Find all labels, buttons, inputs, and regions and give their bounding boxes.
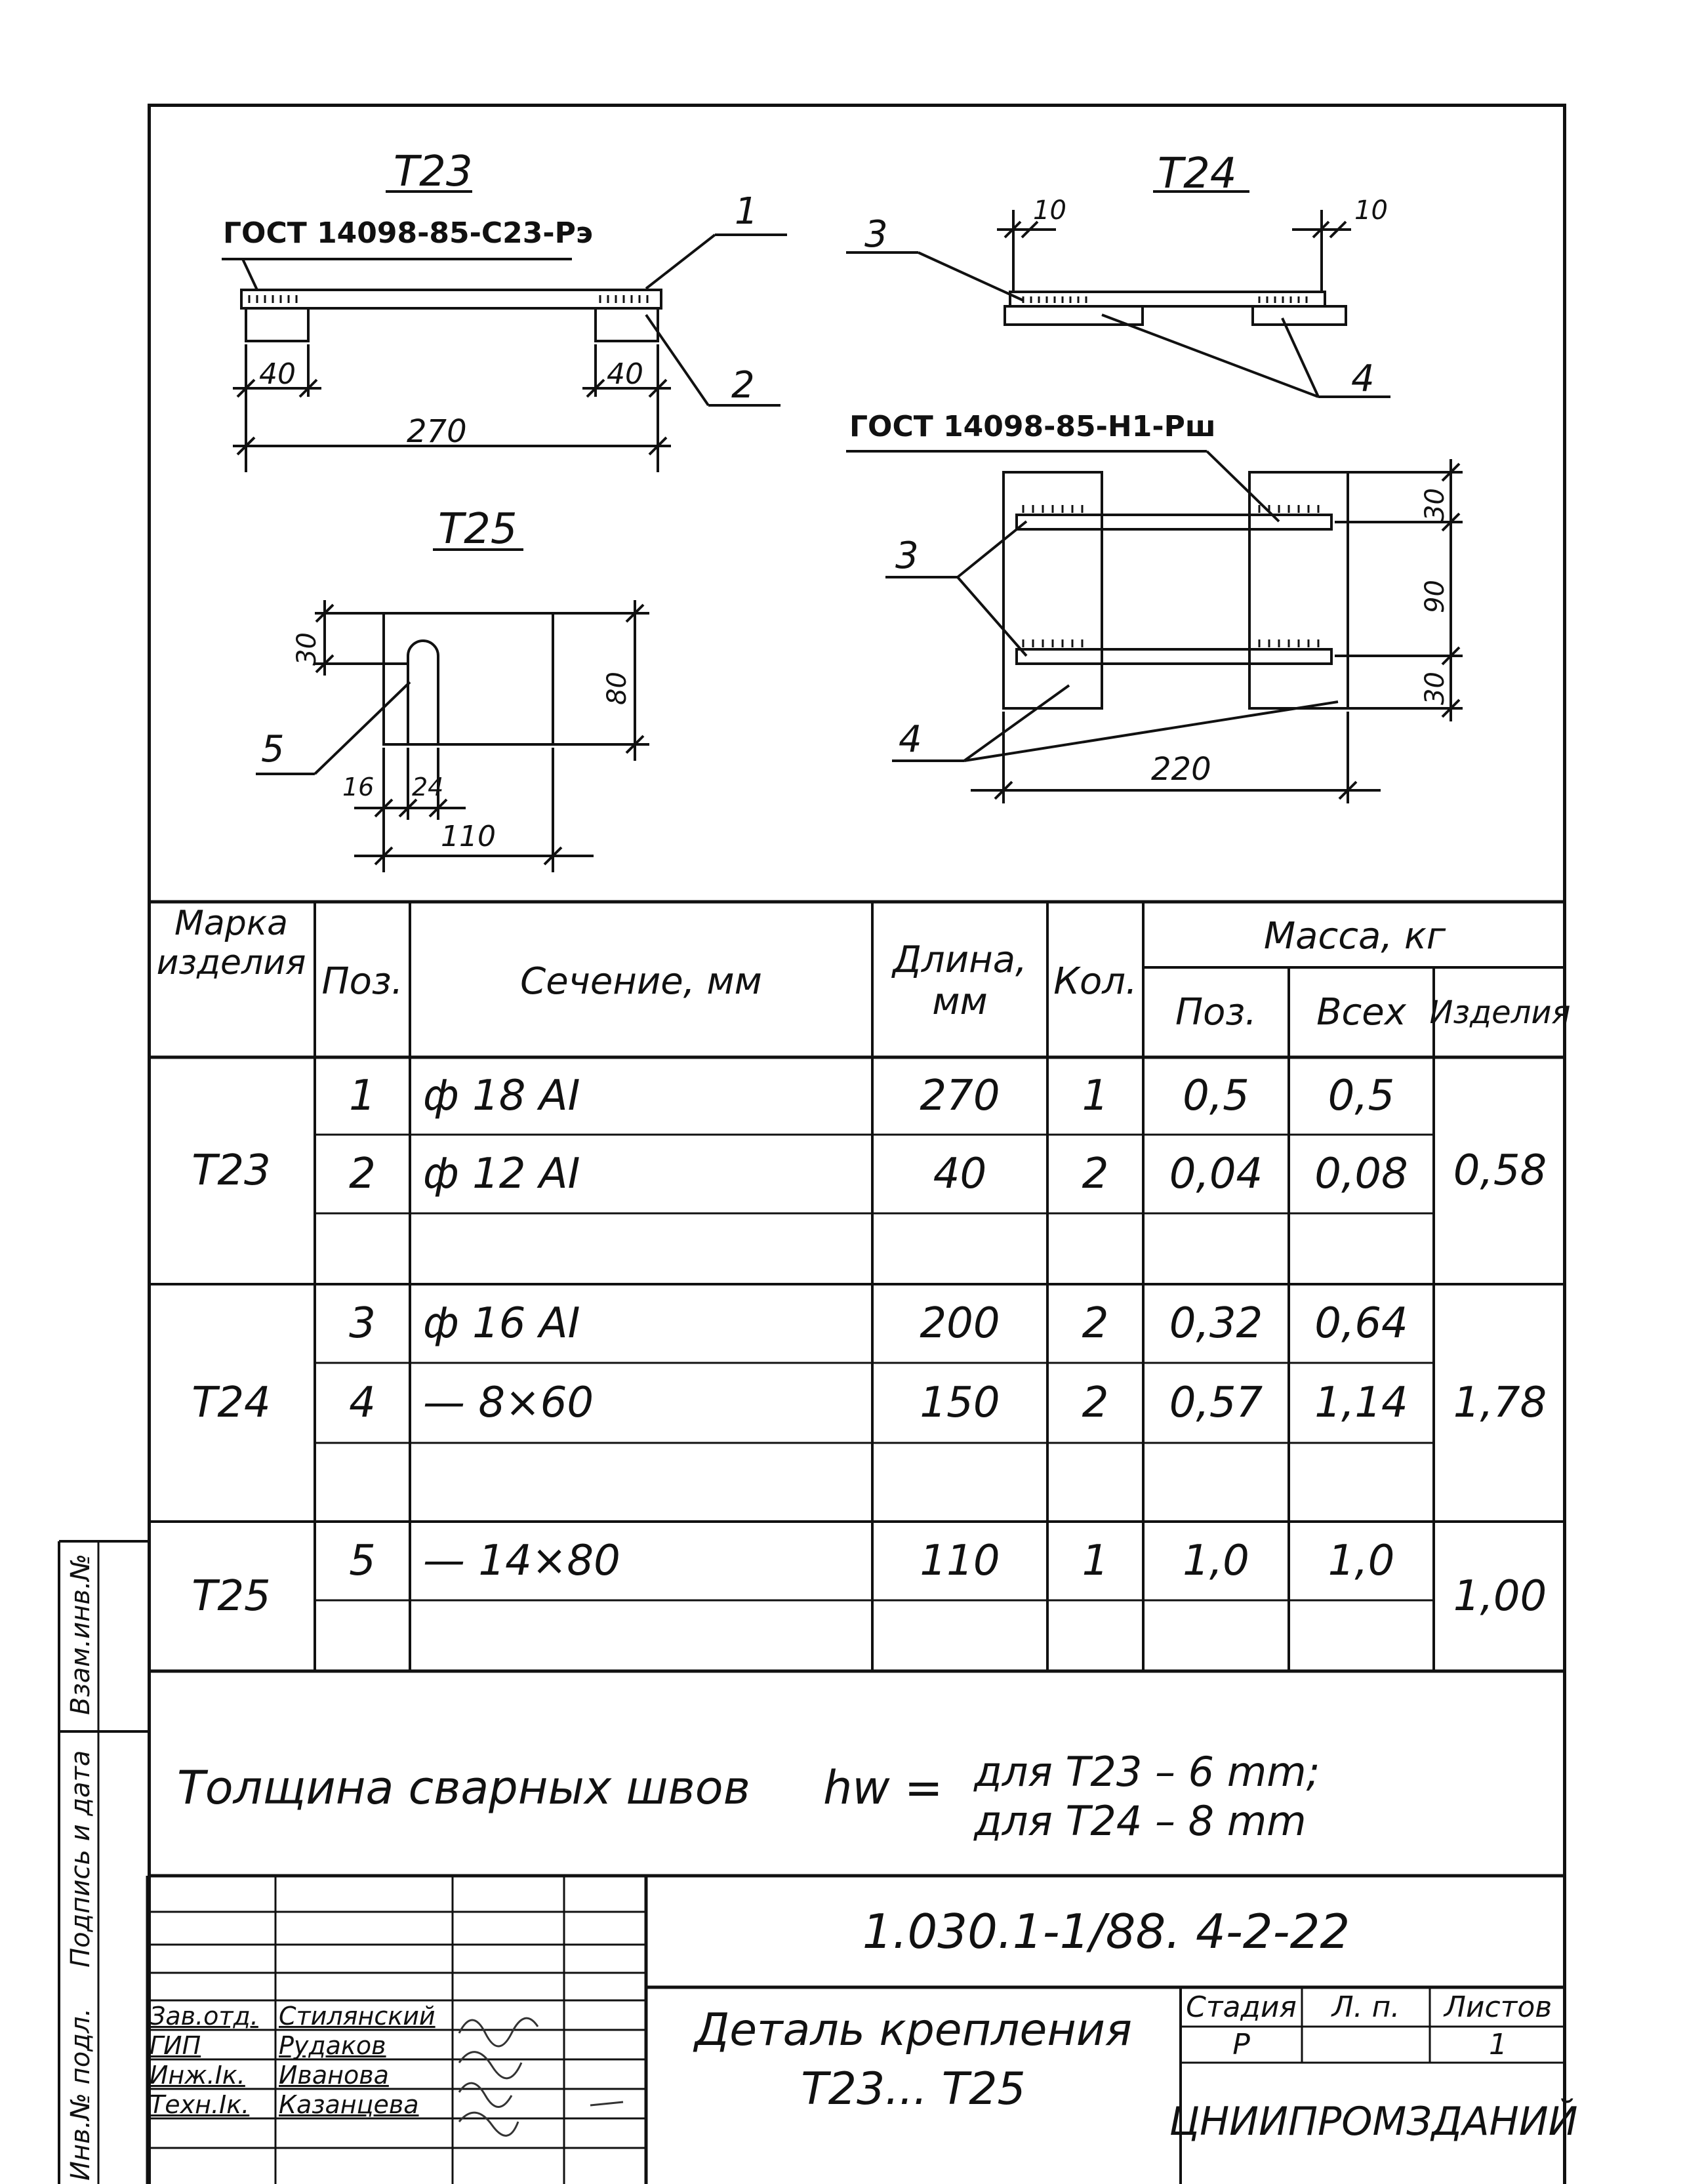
- signer-name: Казанцева: [279, 2090, 419, 2119]
- header-mass-item: Изделия: [1429, 994, 1571, 1031]
- t25-dim-24: 24: [412, 773, 444, 801]
- t24-dim-30-top: 30: [1420, 488, 1450, 521]
- t24-dim-30-bottom: 30: [1420, 672, 1450, 705]
- t23-dim-right: 40: [607, 357, 643, 391]
- t24-dim-10-right: 10: [1354, 195, 1388, 226]
- header-pos: Поз.: [321, 960, 403, 1003]
- qty-cell: 1: [1082, 1537, 1109, 1585]
- signer-name: Рудаков: [279, 2031, 386, 2060]
- header-qty: Кол.: [1053, 960, 1137, 1003]
- t24-top-callout-4: 4: [1351, 357, 1375, 400]
- t23-callout-2: 2: [731, 364, 755, 407]
- mark-t23: Т23: [192, 1146, 271, 1195]
- mass-all-cell: 0,64: [1314, 1299, 1408, 1348]
- t24-dim-220: 220: [1151, 751, 1211, 788]
- header-mark-line1: [148, 905, 315, 981]
- sheets-label: Листов: [1444, 1990, 1552, 2024]
- signer-role: ГИП: [150, 2031, 201, 2060]
- t24-dim-10-left: 10: [1033, 195, 1066, 226]
- qty-cell: 2: [1082, 1379, 1109, 1427]
- t24-top-callout-3: 3: [864, 213, 888, 256]
- mass-pos-cell: 0,5: [1183, 1072, 1249, 1120]
- t23-callout-1: 1: [735, 190, 758, 233]
- mass-pos-cell: 1,0: [1183, 1537, 1249, 1585]
- t24-plan-callout-3: 3: [895, 535, 919, 577]
- t24-plan-callout-4: 4: [899, 718, 922, 761]
- t23-dim-left: 40: [259, 357, 296, 391]
- t24-title: Т24: [1158, 150, 1237, 198]
- item-mass-t24: 1,78: [1453, 1379, 1547, 1427]
- signer-role: Зав.отд.: [150, 2002, 258, 2031]
- section-cell: — 14×80: [423, 1537, 620, 1585]
- pos-cell: 2: [349, 1150, 376, 1198]
- mass-all-cell: 1,0: [1328, 1537, 1395, 1585]
- stamp-signature-date: Подпись и дата: [66, 1750, 96, 1968]
- stamp-replace-inv: Взам.инв.№: [66, 1553, 96, 1715]
- item-mass-t23: 0,58: [1453, 1146, 1547, 1195]
- t25-callout-5: 5: [261, 728, 285, 771]
- sheet-label: Л. п.: [1331, 1990, 1400, 2024]
- header-mark: Марка изделия: [156, 903, 306, 982]
- sheets-value: 1: [1489, 2028, 1507, 2061]
- length-cell: 150: [920, 1379, 1000, 1427]
- section-cell: ф 12 АI: [423, 1150, 580, 1198]
- header-mass: Масса, кг: [1263, 915, 1446, 958]
- organization: ЦНИИПРОМЗДАНИЙ: [1169, 2099, 1578, 2145]
- signer-name: Стилянский: [279, 2002, 436, 2031]
- t23-dim-total: 270: [407, 413, 467, 450]
- mass-pos-cell: 0,32: [1169, 1299, 1263, 1348]
- t23-title: Т23: [394, 148, 473, 196]
- header-mass-all: Всех: [1316, 991, 1406, 1034]
- t25-title: Т25: [438, 505, 517, 554]
- mass-all-cell: 0,5: [1328, 1072, 1395, 1120]
- item-mass-t25: 1,00: [1453, 1572, 1547, 1621]
- pos-cell: 1: [349, 1072, 376, 1120]
- length-cell: 200: [920, 1299, 1000, 1348]
- signer-role: Инж.Iк.: [150, 2061, 245, 2090]
- section-cell: — 8×60: [423, 1379, 594, 1427]
- pos-cell: 3: [349, 1299, 376, 1348]
- t24-top-view: [846, 192, 1390, 397]
- mark-t25: Т25: [192, 1572, 271, 1621]
- drawings-area: [0, 0, 1683, 905]
- signer-name: Иванова: [279, 2061, 389, 2090]
- doc-code: 1.030.1-1/88. 4-2-22: [862, 1904, 1350, 1959]
- t24-gost-label: ГОСТ 14098-85-Н1-Рш: [849, 410, 1216, 443]
- section-cell: ф 18 АI: [423, 1072, 580, 1120]
- weld-note-label: Толщина сварных швов: [177, 1761, 750, 1815]
- t25-dim-30: 30: [292, 632, 322, 666]
- mark-t24: Т24: [192, 1379, 271, 1427]
- length-cell: 40: [933, 1150, 987, 1198]
- title-line1: Деталь крепления: [695, 2004, 1132, 2056]
- weld-note-line2: для Т24 – 8 mm: [974, 1797, 1307, 1845]
- header-mass-pos: Поз.: [1175, 991, 1257, 1034]
- header-section: Сечение, мм: [520, 960, 762, 1003]
- stage-label: Стадия: [1186, 1990, 1297, 2024]
- stage-value: Р: [1232, 2028, 1250, 2061]
- length-cell: 110: [920, 1537, 1000, 1585]
- mass-all-cell: 1,14: [1314, 1379, 1408, 1427]
- qty-cell: 2: [1082, 1299, 1109, 1348]
- t25-dim-16: 16: [342, 773, 375, 801]
- length-cell: 270: [920, 1072, 1000, 1120]
- section-cell: ф 16 АI: [423, 1299, 580, 1348]
- t25-dim-110: 110: [441, 820, 496, 853]
- mass-all-cell: 0,08: [1314, 1150, 1408, 1198]
- t25-dim-80: 80: [602, 672, 632, 705]
- header-length-text: Длина, мм: [893, 939, 1027, 1023]
- qty-cell: 2: [1082, 1150, 1109, 1198]
- stamp-original-inv: Инв.№ подл.: [66, 2008, 96, 2181]
- header-length: [872, 905, 1047, 1057]
- title-line2: Т23... Т25: [801, 2063, 1026, 2115]
- t23-gost-label: ГОСТ 14098-85-С23-Рэ: [223, 216, 594, 250]
- mass-pos-cell: 0,57: [1169, 1379, 1263, 1427]
- pos-cell: 5: [349, 1537, 376, 1585]
- weld-note-line1: для Т23 – 6 mm;: [974, 1748, 1320, 1796]
- t24-dim-90: 90: [1420, 580, 1450, 613]
- mass-pos-cell: 0,04: [1169, 1150, 1263, 1198]
- weld-note-hw: hw =: [823, 1761, 943, 1815]
- pos-cell: 4: [349, 1379, 376, 1427]
- qty-cell: 1: [1082, 1072, 1109, 1120]
- signer-role: Техн.Iк.: [150, 2090, 250, 2119]
